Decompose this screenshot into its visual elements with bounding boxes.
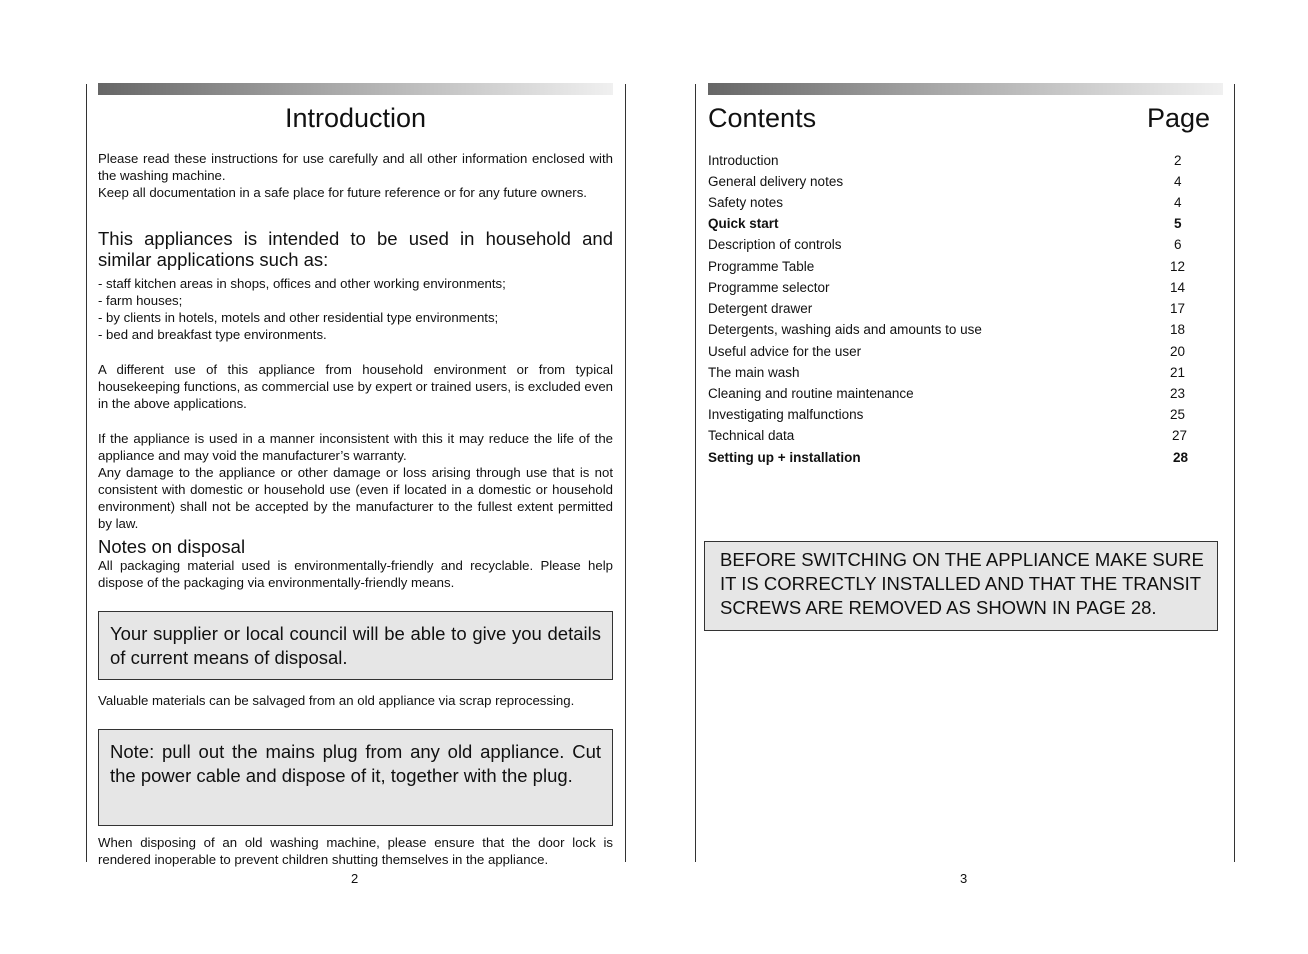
toc-page: 23 (1170, 386, 1186, 401)
left-page-right-rule (625, 84, 626, 862)
toc-page: 5 (1174, 216, 1182, 231)
toc-row (708, 450, 1228, 470)
page-number: 2 (351, 871, 359, 886)
page-column-header: Page (1147, 103, 1211, 133)
intro-paragraph-1: Please read these instructions for use carefully and all other information enclosed with the washing machine. (98, 151, 613, 183)
toc-row (708, 322, 1228, 342)
supplier-info-text: Your supplier or local council will be able to give you details of current means of disposal. (110, 623, 601, 668)
toc-row (708, 386, 1228, 406)
toc-row (708, 153, 1228, 173)
toc-row (708, 259, 1228, 279)
toc-title: Cleaning and routine maintenance (708, 386, 914, 401)
toc-title: Detergents, washing aids and amounts to use (708, 322, 982, 337)
toc-page: 21 (1170, 365, 1186, 380)
toc-title: Programme selector (708, 280, 830, 295)
toc-page: 6 (1174, 237, 1182, 252)
toc-page: 28 (1173, 450, 1189, 465)
toc-page: 25 (1170, 407, 1186, 422)
toc-title: Quick start (708, 216, 779, 231)
intended-use-heading: This appliances is intended to be used in household and similar applications such as: (98, 228, 613, 270)
intro-paragraph-2: Keep all documentation in a safe place for future reference or for any future owners. (98, 185, 587, 200)
toc-page: 14 (1170, 280, 1186, 295)
page-number: 3 (960, 871, 968, 886)
right-page-right-rule (1234, 84, 1235, 862)
toc-title: Useful advice for the user (708, 344, 862, 359)
toc-page: 17 (1170, 301, 1186, 316)
toc-row (708, 195, 1228, 215)
toc-page: 4 (1174, 195, 1182, 210)
installation-warning-text: BEFORE SWITCHING ON THE APPLIANCE MAKE SURE IT IS CORRECTLY INSTALLED AND THAT THE TRANSIT SCREWS ARE REMOVED AS SHOWN IN PAGE 28. (720, 549, 1204, 618)
left-page-left-rule (86, 84, 87, 862)
intended-use-list (98, 275, 613, 343)
toc-page: 12 (1170, 259, 1186, 274)
toc-title: Technical data (708, 428, 795, 443)
toc-row (708, 365, 1228, 385)
toc-page: 20 (1170, 344, 1186, 359)
toc-title: Setting up + installation (708, 450, 861, 465)
damage-paragraph: Any damage to the appliance or other damage or loss arising through use that is not consistent with domestic or household use (even if located in a domestic or household environment) shall not be accepted by the manufacturer to the fullest extent permitted by law. (98, 465, 613, 531)
toc-row (708, 344, 1228, 364)
table-of-contents (708, 153, 1228, 473)
toc-row (708, 407, 1228, 427)
toc-row (708, 428, 1228, 448)
door-lock-paragraph: When disposing of an old washing machine, please ensure that the door lock is rendered inoperable to prevent children shutting themselves in the appliance. (98, 835, 613, 867)
supplier-info-box (98, 611, 613, 680)
installation-warning-box (704, 541, 1218, 631)
toc-row (708, 174, 1228, 194)
toc-row (708, 216, 1228, 236)
list-item: - farm houses; (98, 293, 183, 308)
toc-page: 2 (1174, 153, 1182, 168)
list-item: - staff kitchen areas in shops, offices and other working environments; (98, 276, 506, 291)
mains-plug-note-text: Note: pull out the mains plug from any old appliance. Cut the power cable and dispose of it, together with the plug. (110, 741, 601, 786)
different-use-paragraph: A different use of this appliance from household environment or from typical housekeeping functions, as commercial use by expert or trained users, is excluded even in the above applications. (98, 362, 613, 411)
toc-title: Introduction (708, 153, 779, 168)
right-page-left-rule (695, 84, 696, 862)
left-header-bar (98, 83, 613, 95)
toc-row (708, 280, 1228, 300)
right-header-bar (708, 83, 1223, 95)
inconsistent-use-paragraph: If the appliance is used in a manner inconsistent with this it may reduce the life of the appliance and may void the manufacturer’s warranty. (98, 431, 613, 463)
contents-title: Contents (708, 103, 817, 133)
toc-page: 4 (1174, 174, 1182, 189)
disposal-paragraph: All packaging material used is environmentally-friendly and recyclable. Please help dispose of the packaging via environmentally-friendly means. (98, 558, 613, 590)
list-item: - bed and breakfast type environments. (98, 327, 327, 342)
toc-row (708, 237, 1228, 257)
introduction-title: Introduction (284, 103, 427, 133)
disposal-heading: Notes on disposal (98, 536, 246, 557)
valuable-materials-paragraph: Valuable materials can be salvaged from an old appliance via scrap reprocessing. (98, 693, 575, 708)
mains-plug-note-box (98, 729, 613, 826)
toc-title: Description of controls (708, 237, 842, 252)
toc-title: Safety notes (708, 195, 784, 210)
toc-title: Programme Table (708, 259, 815, 274)
toc-page: 18 (1170, 322, 1186, 337)
toc-title: General delivery notes (708, 174, 844, 189)
toc-page: 27 (1172, 428, 1188, 443)
toc-title: Detergent drawer (708, 301, 813, 316)
toc-title: Investigating malfunctions (708, 407, 864, 422)
toc-title: The main wash (708, 365, 800, 380)
list-item: - by clients in hotels, motels and other residential type environments; (98, 310, 499, 325)
toc-row (708, 301, 1228, 321)
